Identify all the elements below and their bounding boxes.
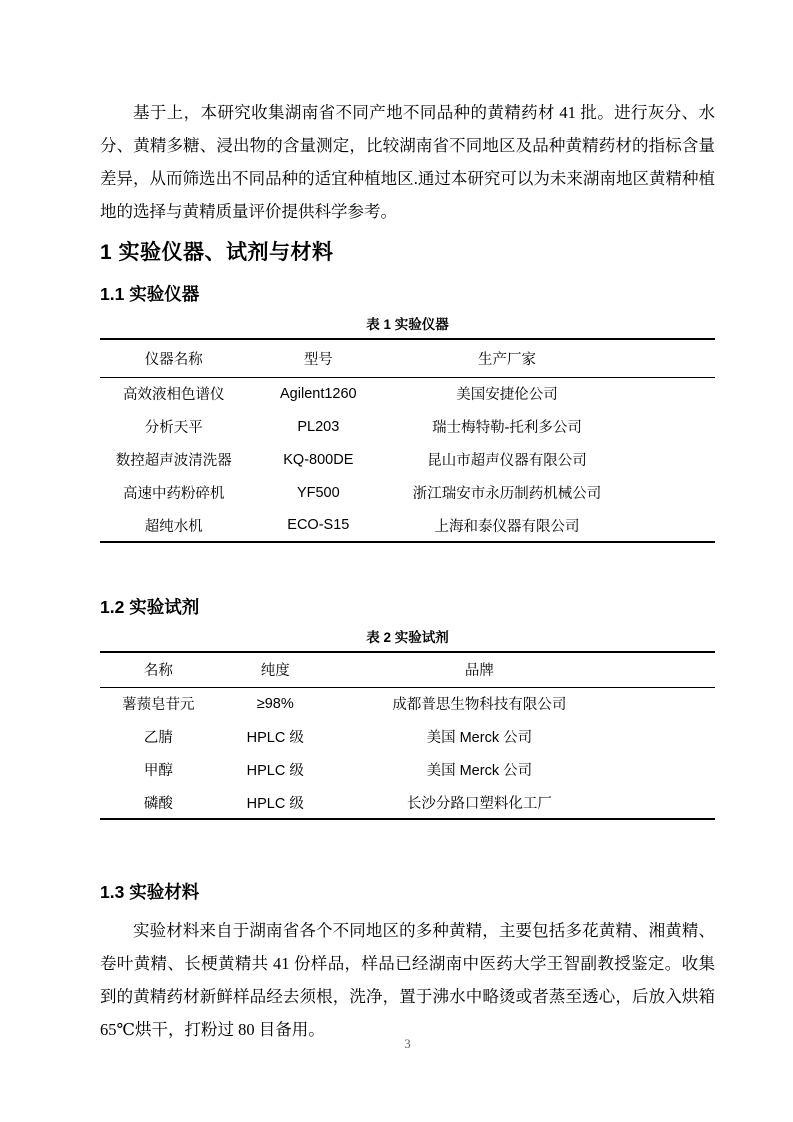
table-cell: 长沙分路口塑料化工厂 — [406, 795, 552, 812]
table-cell: 浙江瑞安市永历制药机械公司 — [412, 486, 602, 502]
table-cell: HPLC 级 — [246, 795, 304, 812]
intro-paragraph: 基于上，本研究收集湖南省不同产地不同品种的黄精药材 41 批。进行灰分、水分、黄精多糖、浸出物的含量测定，比较湖南省不同地区及品种黄精药材的指标含量差异，从而筛选出不同品种的适宜种植地区.通过本研究可以为未来湖南地区黄精种植地的选择与黄精质量评价提供科学参考。 — [100, 103, 715, 221]
table-cell: ECO-S15 — [287, 517, 350, 533]
table-2-caption: 表 2 实验试剂 — [366, 630, 449, 645]
column-header-manufacturer: 生产厂家 — [389, 339, 715, 377]
spacer — [100, 543, 715, 581]
table-row — [100, 443, 715, 476]
table-header-row — [100, 339, 715, 377]
column-header-brand: 品牌 — [334, 652, 715, 687]
table-row — [100, 720, 715, 753]
table-cell: 超纯水机 — [144, 518, 203, 535]
table-cell: 美国 Merck 公司 — [426, 730, 533, 746]
section-1-heading: 1 实验仪器、试剂与材料 — [100, 241, 334, 264]
table-row — [100, 687, 715, 720]
materials-paragraph: 实验材料来自于湖南省各个不同地区的多种黄精，主要包括多花黄精、湘黄精、卷叶黄精、长梗黄精共 41 份样品，样品已经湖南中医药大学王智副教授鉴定。收集到的黄精药材新鲜样品经去须根，洗净，置于沸水中略烫或者蒸至透心，后放入烘箱 65℃烘干，打粉过 80 目备用。 — [100, 921, 715, 1039]
table-row — [100, 476, 715, 509]
table-cell: 成都普思生物科技有限公司 — [392, 697, 567, 714]
table-cell: HPLC 级 — [246, 730, 304, 746]
table-cell: 昆山市超声仪器有限公司 — [427, 453, 587, 469]
instruments-table — [100, 338, 715, 543]
table-row — [100, 410, 715, 443]
column-header-reagent-name: 名称 — [100, 652, 217, 687]
section-1-2-heading: 1.2 实验试剂 — [100, 597, 200, 617]
table-cell: Agilent1260 — [280, 385, 357, 402]
table-cell: 乙腈 — [143, 730, 173, 746]
table-cell: 美国安捷伦公司 — [456, 387, 558, 404]
table-cell: 磷酸 — [143, 795, 173, 812]
table-cell: PL203 — [297, 418, 340, 435]
table-cell: 高效液相色谱仪 — [123, 387, 225, 404]
table-cell: 美国 Merck 公司 — [426, 763, 533, 779]
column-header-purity: 纯度 — [217, 652, 334, 687]
column-header-model: 型号 — [248, 339, 389, 377]
table-cell: 甲醇 — [143, 763, 173, 779]
page-number: 3 — [404, 1036, 411, 1051]
table-cell: KQ-800DE — [283, 451, 354, 468]
table-cell: YF500 — [296, 484, 340, 501]
table-cell: 薯蓣皂苷元 — [122, 697, 195, 714]
table-row — [100, 377, 715, 410]
table-cell: 瑞士梅特勒-托利多公司 — [432, 420, 582, 436]
table-row — [100, 509, 715, 542]
table-cell: 上海和泰仪器有限公司 — [434, 518, 580, 535]
spacer — [100, 820, 715, 866]
table-cell: HPLC 级 — [246, 763, 304, 779]
table-row — [100, 786, 715, 819]
table-header-row — [100, 652, 715, 687]
table-cell: ≥98% — [256, 695, 294, 712]
section-1-1-heading: 1.1 实验仪器 — [100, 284, 200, 304]
column-header-instrument-name: 仪器名称 — [100, 339, 248, 377]
table-1-caption: 表 1 实验仪器 — [366, 317, 449, 332]
table-cell: 数控超声波清洗器 — [115, 453, 232, 469]
table-cell: 高速中药粉碎机 — [123, 486, 225, 502]
table-row — [100, 753, 715, 786]
reagents-table — [100, 651, 715, 820]
table-cell: 分析天平 — [144, 420, 203, 436]
section-1-3-heading: 1.3 实验材料 — [100, 882, 200, 902]
